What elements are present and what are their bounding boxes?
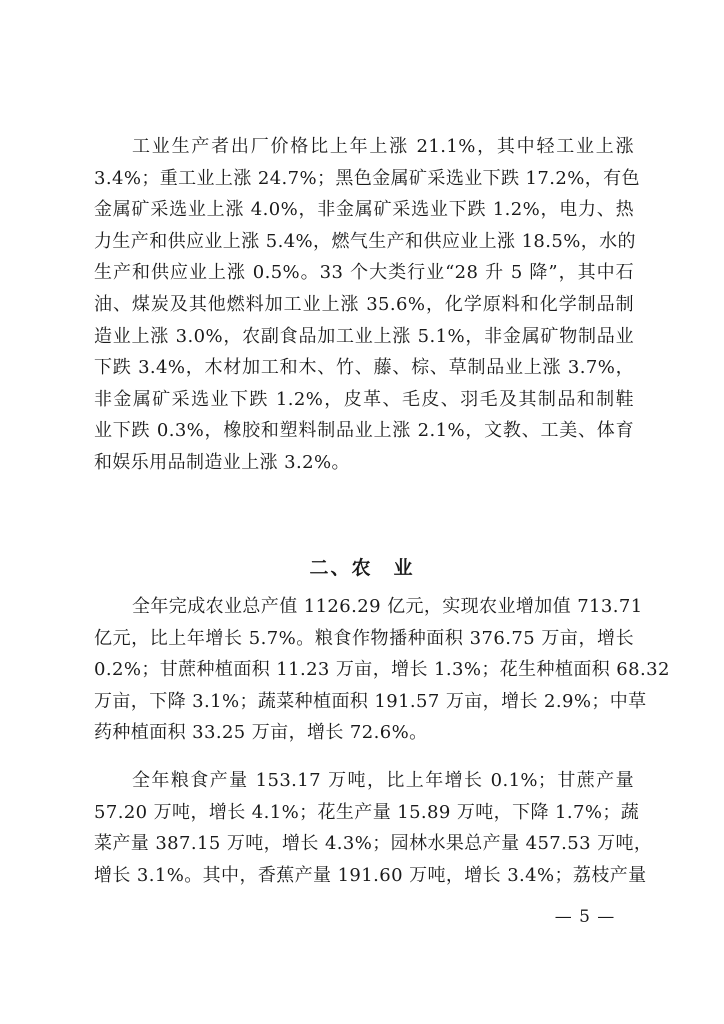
text-line: 下跌 3.4%，木材加工和木、竹、藤、棕、草制品业上涨 3.7%， — [94, 357, 634, 379]
text-line: 全年完成农业总产值 1126.29 亿元，实现农业增加值 713.71 — [132, 596, 643, 617]
text-line: 0.2%；甘蔗种植面积 11.23 万亩，增长 1.3%；花生种植面积 68.32 — [94, 659, 670, 681]
text-line: 全年粮食产量 153.17 万吨，比上年增长 0.1%；甘蔗产量 — [132, 770, 634, 791]
text-line: 业下跌 0.3%，橡胶和塑料制品业上涨 2.1%，文教、工美、体育 — [94, 420, 634, 442]
text-line: 金属矿采选业上涨 4.0%，非金属矿采选业下跌 1.2%，电力、热 — [94, 199, 634, 221]
paragraph-agricultural-production — [94, 765, 653, 891]
section-heading: 二、农 业 — [309, 557, 415, 579]
text-line: 生产和供应业上涨 0.5%。33 个大类行业“28 升 5 降”，其中石 — [94, 262, 634, 284]
text-line: 力生产和供应业上涨 5.4%，燃气生产和供应业上涨 18.5%，水的 — [94, 230, 636, 252]
text-line: 万亩，下降 3.1%；蔬菜种植面积 191.57 万亩，增长 2.9%；中草 — [94, 690, 647, 712]
paragraph-agricultural-output — [94, 591, 670, 749]
text-line: 油、煤炭及其他燃料加工业上涨 35.6%，化学原料和化学制品制 — [94, 293, 634, 315]
text-line: 亿元，比上年增长 5.7%。粮食作物播种面积 376.75 万亩，增长 — [94, 627, 634, 649]
text-line: 3.4%；重工业上涨 24.7%；黑色金属矿采选业下跌 17.2%，有色 — [94, 167, 640, 189]
text-line: 药种植面积 33.25 万亩，增长 72.6%。 — [94, 722, 428, 744]
text-line: 和娱乐用品制造业上涨 3.2%。 — [94, 451, 350, 473]
text-line: 菜产量 387.15 万吨，增长 4.3%；园林水果总产量 457.53 万吨， — [94, 833, 653, 855]
page-number: — 5 — — [554, 907, 616, 927]
text-line: 增长 3.1%。其中，香蕉产量 191.60 万吨，增长 3.4%；荔枝产量 — [94, 864, 647, 886]
paragraph-industrial-prices — [94, 131, 640, 479]
text-line: 57.20 万吨，增长 4.1%；花生产量 15.89 万吨，下降 1.7%；蔬 — [94, 801, 640, 823]
text-line: 造业上涨 3.0%，农副食品加工业上涨 5.1%，非金属矿物制品业 — [94, 325, 634, 347]
text-line: 工业生产者出厂价格比上年上涨 21.1%，其中轻工业上涨 — [132, 136, 634, 157]
text-line: 非金属矿采选业下跌 1.2%，皮革、毛皮、羽毛及其制品和制鞋 — [94, 388, 634, 410]
